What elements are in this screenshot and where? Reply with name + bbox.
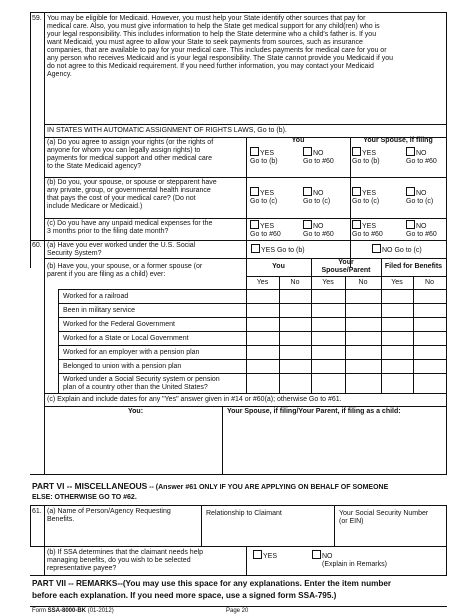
column-you: You: [291, 137, 305, 144]
q59c-you-yes[interactable]: YES Go to #60: [250, 220, 281, 239]
header-yes: Yes: [391, 279, 403, 286]
item-federal: Worked for the Federal Government: [63, 321, 175, 328]
item-pension-employer: Worked for an employer with a pension plan: [63, 349, 200, 356]
q60a-no[interactable]: NO Go to (c): [372, 244, 422, 255]
checkbox-icon[interactable]: [303, 187, 312, 196]
checkbox-icon[interactable]: [352, 220, 361, 229]
checkbox-icon[interactable]: [253, 550, 262, 559]
q59a-text: (a) Do you agree to assign your rights (or the rights of anyone for whom you can legally assign rights) to payments for medical support and other medical care to the State Medicaid agency?: [47, 139, 214, 171]
q59a-spouse-no[interactable]: NO Go to #60: [406, 147, 437, 166]
q59c-you-no[interactable]: NO Go to #60: [303, 220, 334, 239]
q59a-you-yes[interactable]: YES Go to (b): [250, 147, 278, 166]
ssn-label: Your Social Security Number (or EIN): [339, 510, 429, 526]
q60c-text: (c) Explain and include dates for any "Yes" answer given in #14 or #60(a); otherwise Go to #61.: [47, 396, 342, 403]
checkbox-icon[interactable]: [352, 147, 361, 156]
header-no: No: [425, 279, 434, 286]
part-7-heading-line2: before each explanation. If you need more space, use a signed form SSA-795.): [32, 591, 337, 600]
checkbox-icon[interactable]: [303, 147, 312, 156]
checkbox-icon[interactable]: [250, 187, 259, 196]
q60a-text: (a) Have you ever worked under the U.S. Social Security System?: [47, 242, 196, 258]
header-yes: Yes: [322, 279, 334, 286]
item-military: Been in military service: [63, 307, 135, 314]
page-number: Page 20: [226, 608, 249, 614]
item-foreign-system: Worked under a Social Security system or pension plan of a country other than the United States?: [63, 376, 220, 392]
q60c-spouse-input[interactable]: [225, 418, 444, 472]
relationship-label: Relationship to Claimant: [206, 510, 282, 517]
q60-column-filed-benefits: Filed for Benefits: [384, 263, 443, 270]
form-number: Form SSA-8000-BK (01-2012): [32, 608, 114, 614]
part-7-heading-line1: PART VII -- REMARKS--(You may use this space for any explanations. Enter the item number: [32, 579, 392, 588]
q61b-yes[interactable]: YES: [253, 550, 277, 561]
header-yes: Yes: [256, 279, 269, 286]
question-60-number: 60.: [32, 242, 42, 249]
medicaid-intro: You may be eligible for Medicaid. However, you must help your State identify other sources that pay for medical care. Also, you must give information to help the State get medical support for any child(ren) who is your legal responsibility. This includes information to help the State determine who a child's father is. If you want Medicaid, you must agree to allow your State to seek payments from sources, such as insurance companies, that are available to pay for your medical care. This includes payments for medical care for you or any person who receives Medicaid and is your legal responsibility. The State cannot provide you Medicaid if you do not agree to this Medicaid requirement. If you need further information, you may contact your Medicaid Agency.: [47, 15, 394, 79]
checkbox-icon[interactable]: [372, 244, 381, 253]
q59c-spouse-no[interactable]: NO Go to #60: [406, 220, 437, 239]
question-59-number: 59.: [32, 15, 42, 22]
q59b-spouse-no[interactable]: NO Go to (c): [406, 187, 433, 206]
q60-column-you: You: [272, 263, 285, 270]
q61a-text: (a) Name of Person/Agency Requesting Benefits.: [47, 508, 171, 524]
q59b-you-no[interactable]: NO Go to (c): [303, 187, 330, 206]
q60c-you-label: You:: [128, 408, 144, 415]
q59c-spouse-yes[interactable]: YES Go to #60: [352, 220, 383, 239]
q60a-yes[interactable]: YES Go to (b): [251, 244, 305, 255]
header-no: No: [358, 279, 368, 286]
question-61-number: 61.: [32, 508, 42, 515]
item-union: Belonged to union with a pension plan: [63, 363, 182, 370]
q60c-spouse-label: Your Spouse, if filing/Your Parent, if filing as a child:: [227, 408, 401, 415]
q59c-text: (c) Do you have any unpaid medical expenses for the 3 months prior to the filing date month?: [47, 220, 213, 236]
q60c-you-input[interactable]: [47, 418, 220, 472]
q59a-you-no[interactable]: NO Go to #60: [303, 147, 334, 166]
part-6-note: ELSE: OTHERWISE GO TO #62.: [32, 494, 137, 501]
q60-column-spouse-parent: Your Spouse/Parent: [321, 259, 371, 275]
checkbox-icon[interactable]: [250, 220, 259, 229]
item-railroad: Worked for a railroad: [63, 293, 129, 300]
checkbox-icon[interactable]: [406, 220, 415, 229]
checkbox-icon[interactable]: [303, 220, 312, 229]
checkbox-icon[interactable]: [406, 187, 415, 196]
checkbox-icon[interactable]: [352, 187, 361, 196]
q60b-text: (b) Have you, your spouse, or a former spouse (or parent if you are filing as a child) ever:: [47, 263, 203, 279]
checkbox-icon[interactable]: [251, 244, 260, 253]
header-no: No: [290, 279, 300, 286]
q61b-text: (b) If SSA determines that the claimant needs help managing benefits, do you wish to be selected representative payee?: [47, 549, 204, 573]
q59b-spouse-yes[interactable]: YES Go to (c): [352, 187, 379, 206]
q59a-spouse-yes[interactable]: YES Go to (b): [352, 147, 380, 166]
part-6-heading: PART VI -- MISCELLANEOUS -- (Answer #61 ONLY IF YOU ARE APPLYING ON BEHALF OF SOMEONE: [32, 481, 389, 491]
q59b-text: (b) Do you, your spouse, or spouse or stepparent have any private, group, or governmental health insurance that pays the cost of your medical care? (Do not include Medicare or Medicaid.): [47, 179, 217, 211]
q61b-no[interactable]: NO (Explain in Remarks): [312, 550, 387, 569]
checkbox-icon[interactable]: [250, 147, 259, 156]
q59b-you-yes[interactable]: YES Go to (c): [250, 187, 277, 206]
column-spouse: Your Spouse, if filing: [363, 137, 433, 144]
item-state-local: Worked for a State or Local Government: [63, 335, 189, 342]
auto-assignment-note: IN STATES WITH AUTOMATIC ASSIGNMENT OF RIGHTS LAWS, Go to (b).: [47, 127, 287, 134]
checkbox-icon[interactable]: [312, 550, 321, 559]
checkbox-icon[interactable]: [406, 147, 415, 156]
